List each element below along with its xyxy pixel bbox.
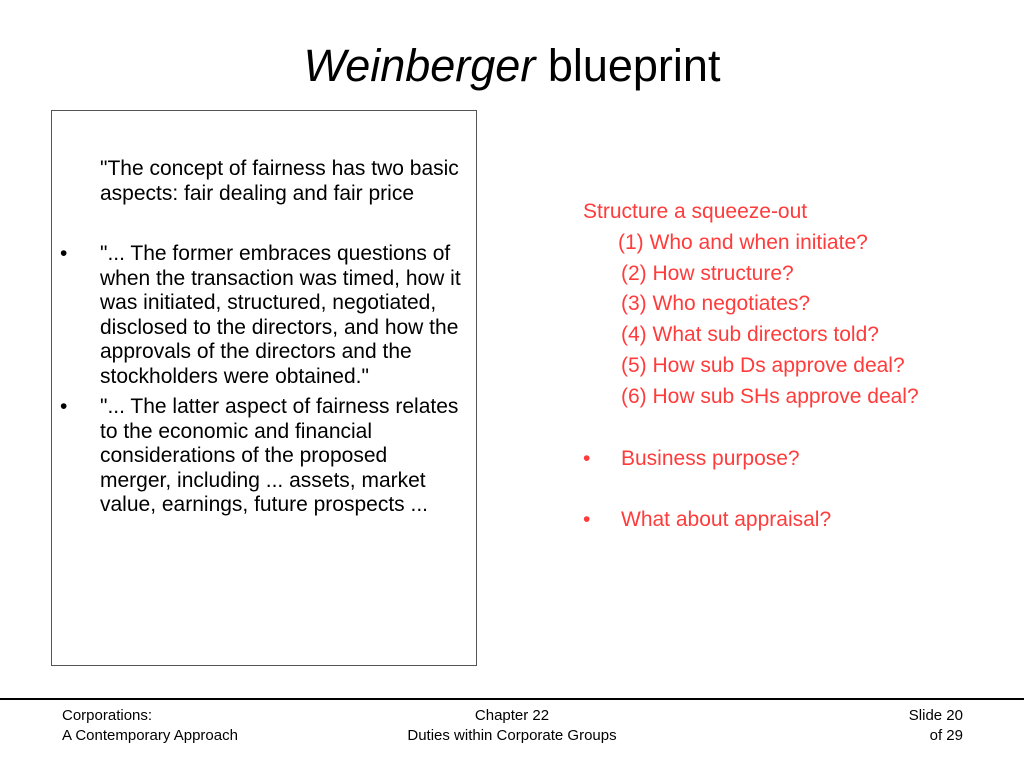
- footer-chapter-line1: Chapter 22: [474, 707, 550, 724]
- quote-bullet-text: "... The latter aspect of fairness relates to the economic and financial considerations of the proposed merger, including ... assets, market value, earnings, future prospects ...: [100, 395, 459, 516]
- squeeze-out-panel: [583, 197, 1003, 536]
- bullet-icon: •: [60, 242, 68, 265]
- right-bullet-text: Business purpose?: [621, 446, 800, 470]
- right-bullet-item: [583, 505, 1003, 536]
- bullet-icon: •: [583, 446, 591, 470]
- footer-book-title: [62, 706, 238, 746]
- quote-bullet-item: [60, 242, 462, 389]
- squeeze-out-item: (3) Who negotiates?: [621, 292, 811, 316]
- quote-intro: "The concept of fairness has two basic aspects: fair dealing and fair price: [100, 157, 459, 205]
- squeeze-out-item: (2) How structure?: [621, 261, 794, 285]
- quote-box: [60, 157, 462, 518]
- quote-bullet-item: [60, 395, 462, 518]
- footer-book-line1: Corporations:: [62, 707, 153, 724]
- footer-book-line2: A Contemporary Approach: [62, 727, 238, 744]
- squeeze-out-heading: Structure a squeeze-out: [583, 200, 808, 223]
- footer-chapter: [362, 706, 662, 746]
- right-bullet-item: [583, 444, 1003, 475]
- squeeze-out-item: (5) How sub Ds approve deal?: [621, 353, 905, 377]
- footer-chapter-line2: Duties within Corporate Groups: [407, 727, 617, 744]
- right-bullet-text: What about appraisal?: [621, 508, 832, 532]
- footer-slide-line1: Slide 20: [908, 707, 963, 724]
- slide-title: [0, 36, 1024, 96]
- spacer: [583, 413, 1003, 444]
- footer-slide-number: [909, 706, 963, 746]
- slide-title-italic: Weinberger: [303, 40, 536, 91]
- quote-bullet-text: "... The former embraces questions of when the transaction was timed, how it was initiated, structured, negotiated, disclosed to the directors, and how the approvals of the directors and the stockholders were obtained.": [100, 242, 461, 388]
- squeeze-out-item: (6) How sub SHs approve deal?: [621, 384, 919, 408]
- footer-slide-line2: of 29: [929, 727, 963, 744]
- spacer: [583, 474, 1003, 505]
- slide-title-rest: blueprint: [535, 40, 721, 91]
- bullet-icon: •: [583, 508, 591, 532]
- bullet-icon: •: [60, 395, 68, 418]
- footer-divider: [0, 698, 1024, 700]
- squeeze-out-item: (1) Who and when initiate?: [618, 230, 868, 254]
- squeeze-out-item: (4) What sub directors told?: [621, 323, 879, 347]
